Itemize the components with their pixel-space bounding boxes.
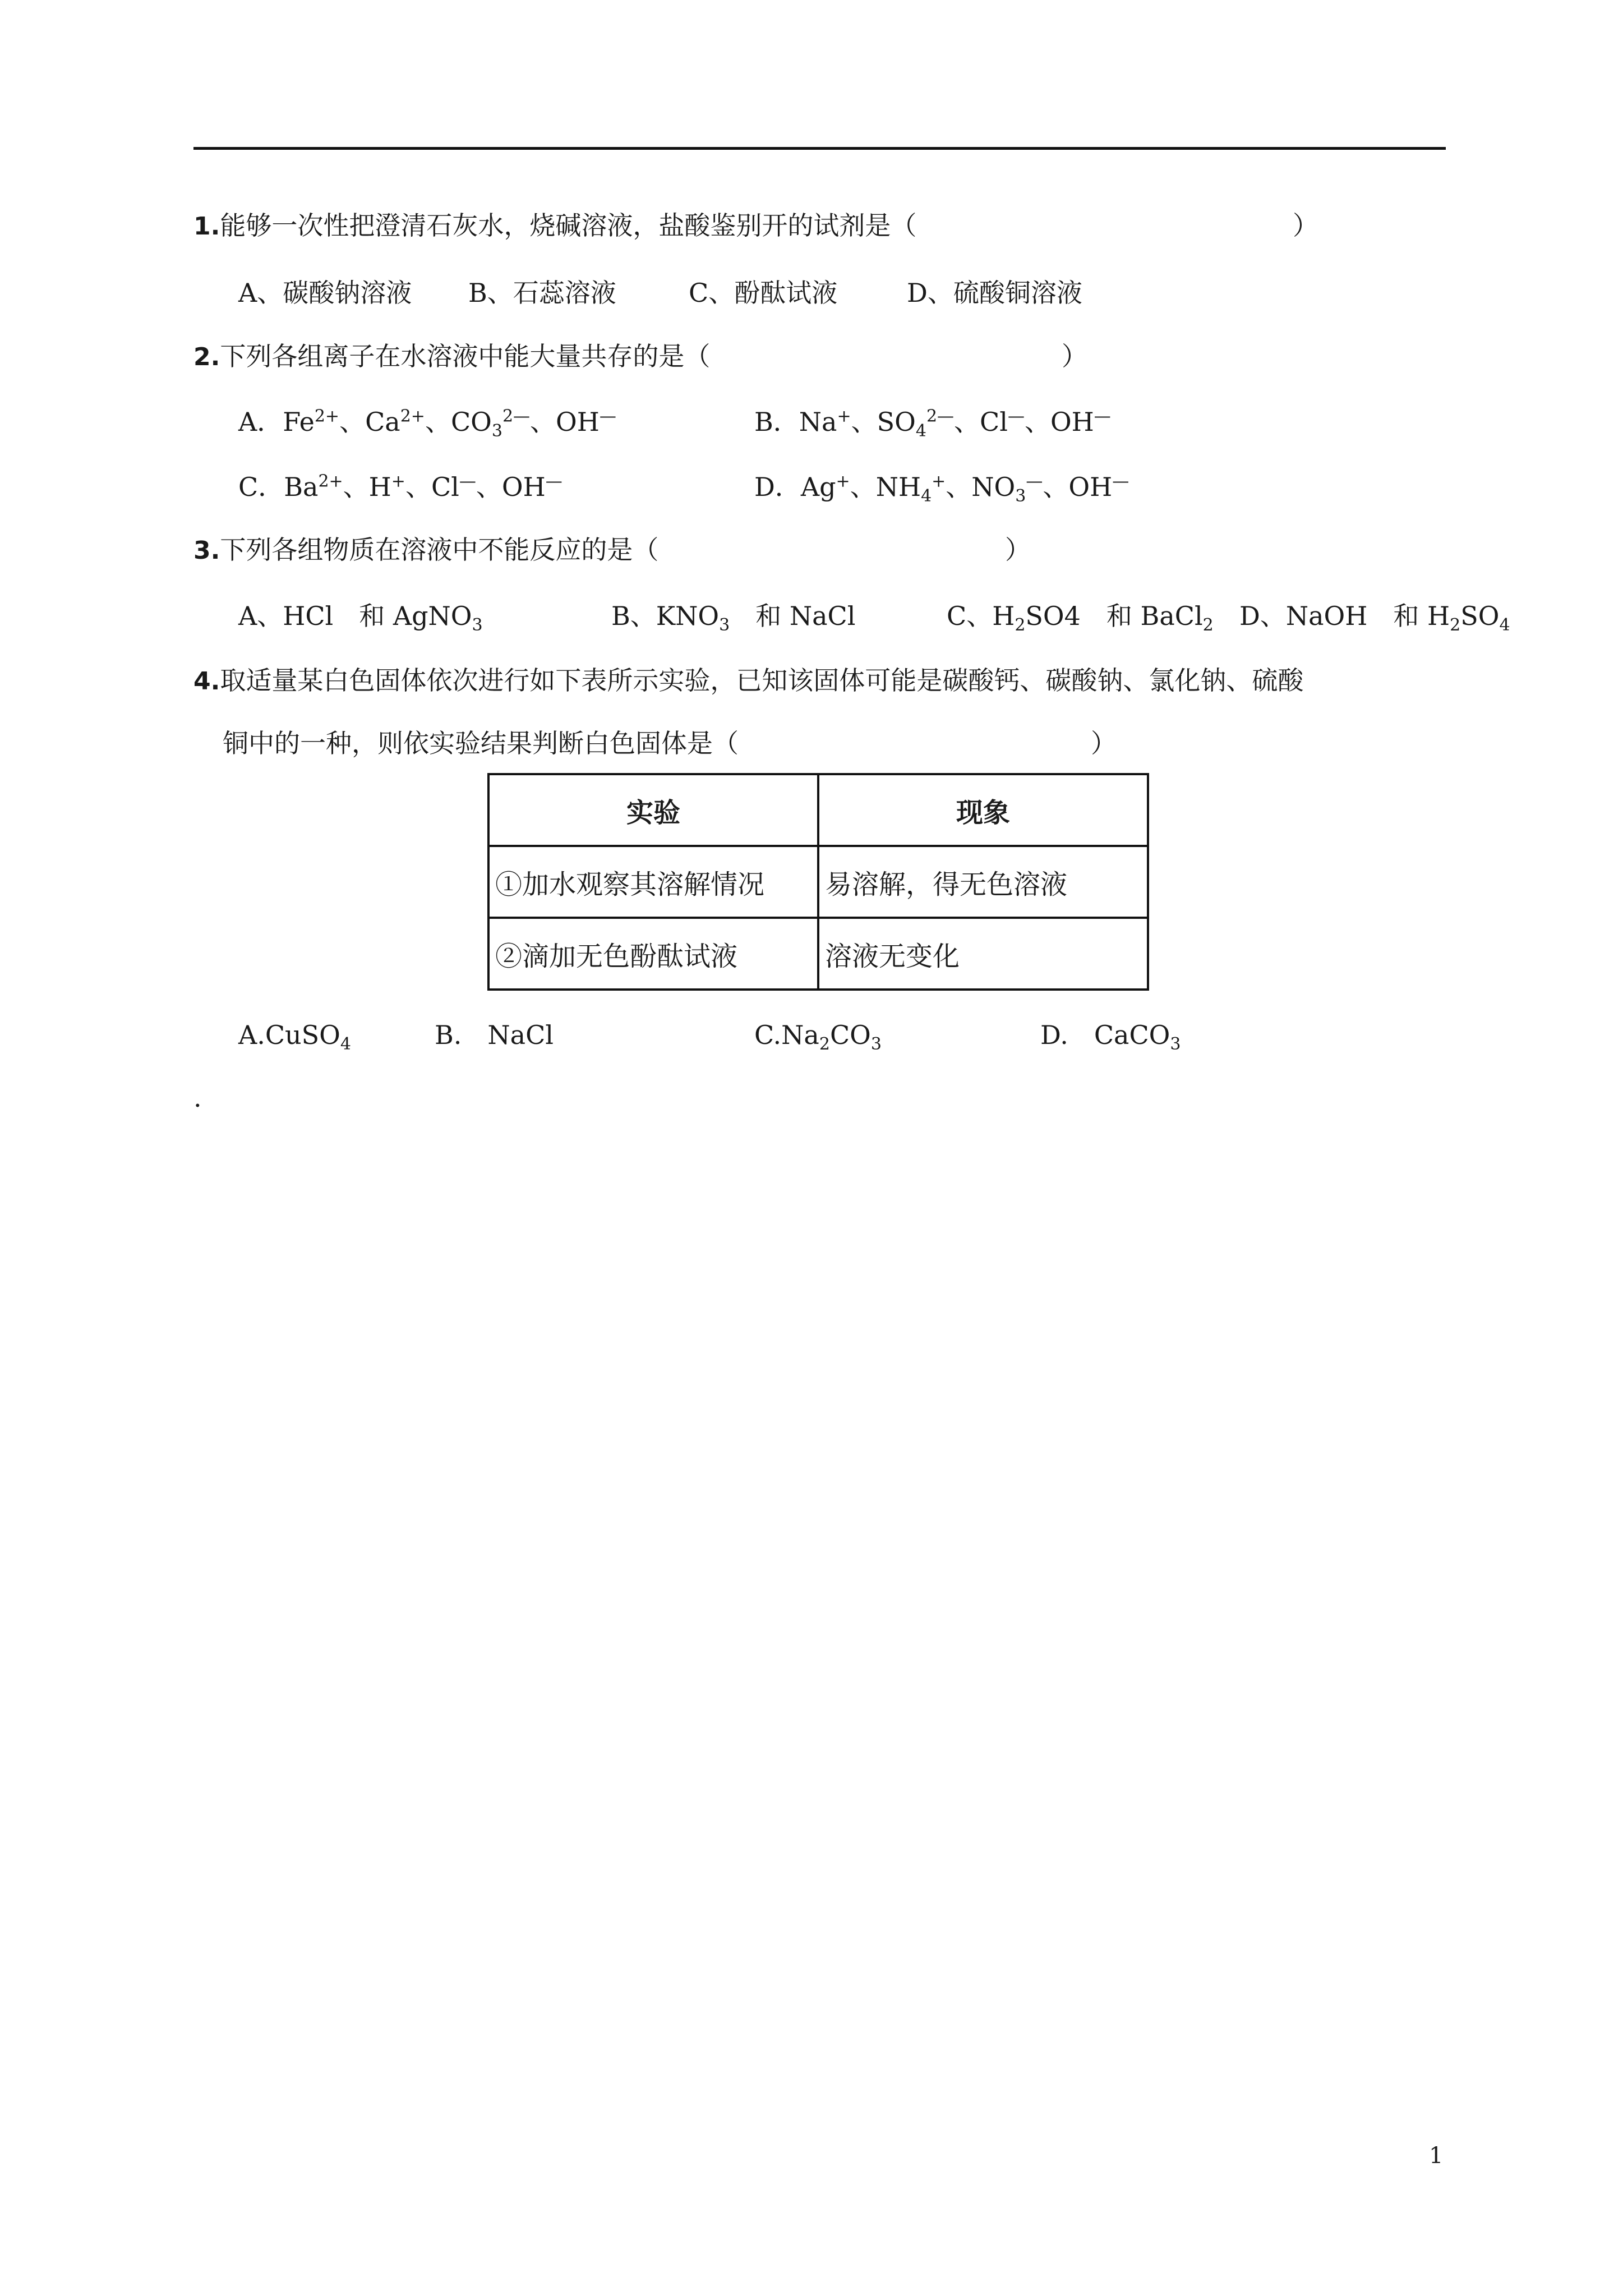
table-row [488,846,1148,918]
question-3-stem [193,533,658,568]
experiment-table [487,773,1149,991]
question-text: 能够一次性把澄清石灰水，烧碱溶液，盐酸鉴别开的试剂是（ [220,210,917,241]
trailing-dot: . [193,1083,202,1113]
option-b: B. NaCl [435,1020,554,1050]
table-cell: ①加水观察其溶解情况 [488,846,818,918]
option-c: $C.Na_2CO_3$ [754,1020,882,1055]
table-header-cell: 现象 [818,774,1148,846]
table-header-cell: 实验 [488,774,818,846]
option-c: C、酚酞试液 [689,278,838,308]
option-b: B．Na+、$SO_4^{2—}$、Cl—、OH— [754,406,1111,441]
option-d: D、硫酸铜溶液 [907,278,1082,308]
option-d: D. CaCO$_3$ [1040,1020,1181,1055]
table-header-row [488,774,1148,846]
answer-paren-close: ） [1062,341,1087,371]
question-text: 下列各组物质在溶液中不能反应的是（ [220,535,659,565]
question-4-stem-line2: 铜中的一种，则依实验结果判断白色固体是（ [223,728,739,758]
question-text: 取适量某白色固体依次进行如下表所示实验，已知该固体可能是碳酸钙、碳酸钠、氯化钠、硫酸 [220,665,1304,696]
table-cell: 溶液无变化 [818,918,1148,990]
question-text: 下列各组离子在水溶液中能大量共存的是（ [220,341,711,371]
option-d: D．Ag+、$NH_4^+$、$NO_3^—$、OH— [754,471,1129,507]
question-2-stem [193,339,710,374]
option-a: A、HCl 和 AgNO$_3$ [238,601,483,636]
option-b: B、$KNO_3$ 和 NaCl [611,601,856,636]
question-number: 1. [193,212,220,241]
question-number: 3. [193,536,220,565]
option-a: A、碳酸钠溶液 [238,278,412,308]
answer-paren-close: ） [1091,728,1117,758]
answer-paren-close: ） [1293,210,1318,241]
option-b: B、石蕊溶液 [468,278,616,308]
page-number: 1 [1429,2143,1444,2169]
option-d: D、NaOH 和 $H_2SO_4$ [1239,601,1510,636]
question-number: 2. [193,343,220,371]
option-a: A．$Fe^{2+}$、$Ca^{2+}$、$CO_3^{2—}$、OH— [238,406,616,441]
option-c: C．$Ba^{2+}$、H+、Cl—、OH— [238,471,562,502]
question-1-stem [193,209,916,243]
answer-paren-close: ） [1005,535,1031,565]
option-a: A.CuSO$_4$ [238,1020,351,1055]
option-c: C、$H_2SO4$ 和 BaCl$_2$ [947,601,1214,636]
question-number: 4. [193,667,220,696]
question-4-stem [193,664,1303,698]
table-cell: 易溶解，得无色溶液 [818,846,1148,918]
header-rule [193,147,1446,150]
table-cell: ②滴加无色酚酞试液 [488,918,818,990]
table-row [488,918,1148,990]
